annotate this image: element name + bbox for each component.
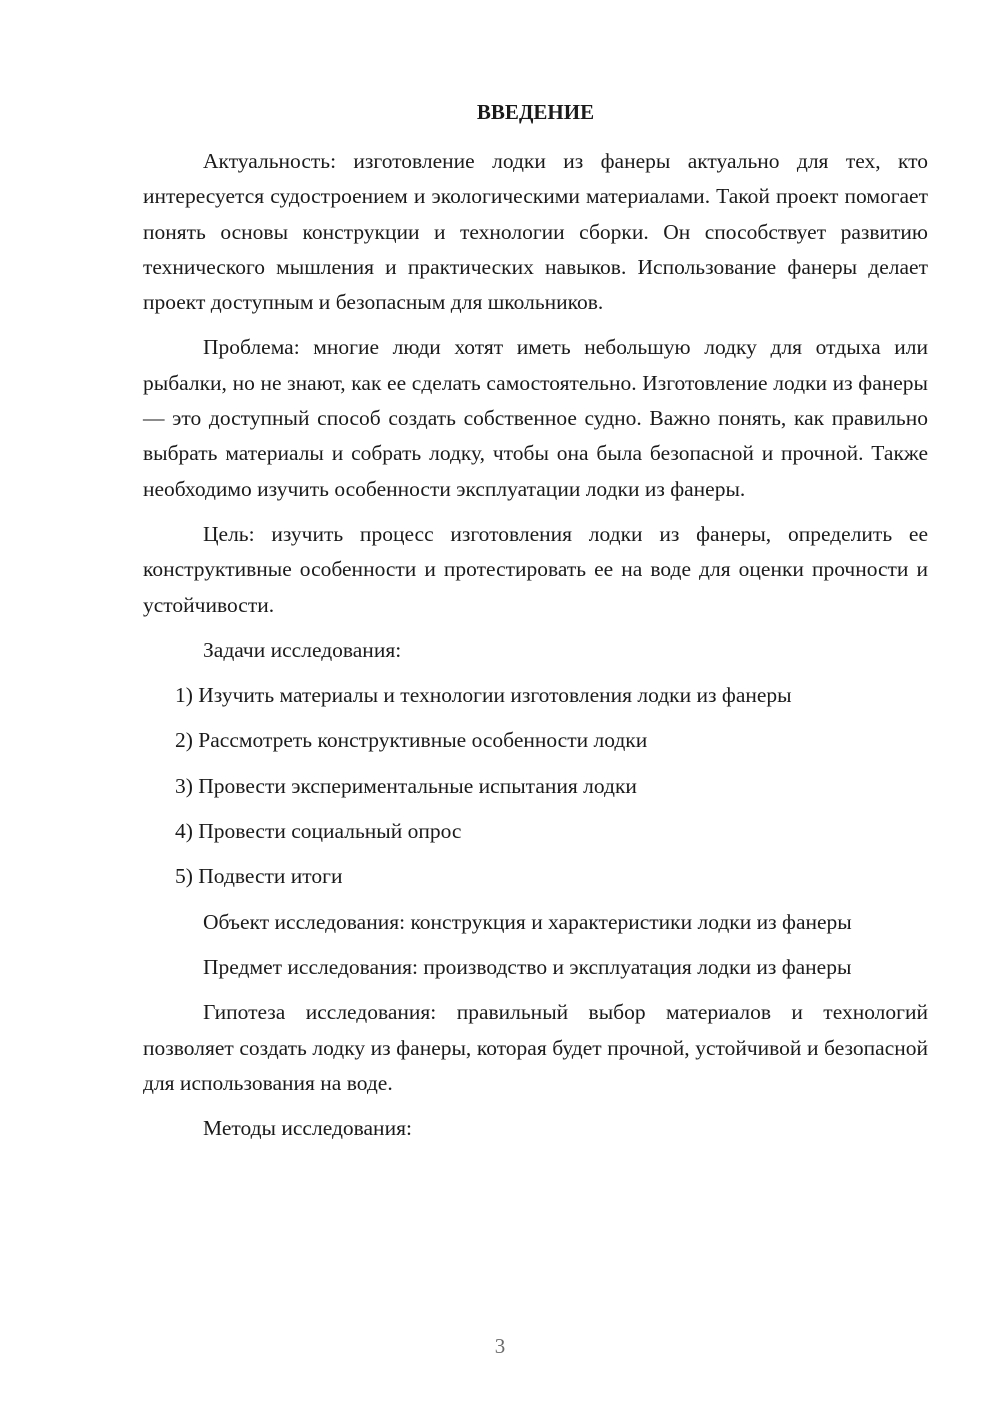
task-item: 4) Провести социальный опрос bbox=[175, 819, 462, 844]
object-paragraph: Объект исследования: конструкция и характеристики лодки из фанеры bbox=[203, 909, 852, 934]
page-number: 3 bbox=[494, 1334, 506, 1358]
methods-title: Методы исследования: bbox=[203, 1116, 412, 1141]
task-item: 2) Рассмотреть конструктивные особенности лодки bbox=[175, 728, 648, 753]
task-item: 1) Изучить материалы и технологии изготовления лодки из фанеры bbox=[175, 683, 792, 708]
relevance-paragraph: Актуальность: изготовление лодки из фанеры актуально для тех, кто интересуется судостроением и экологическими материалами. Такой проект помогает понять основы конструкции и технологии сборки. Он способствует развитию технического мышления и практических навыков. Использование фанеры делает проект доступным и безопасным для школьников. bbox=[143, 149, 928, 315]
hypothesis-paragraph: Гипотеза исследования: правильный выбор материалов и технологий позволяет создать лодку из фанеры, которая будет прочной, устойчивой и безопасной для использования на воде. bbox=[143, 1000, 928, 1095]
task-item: 5) Подвести итоги bbox=[175, 864, 343, 889]
document-page bbox=[143, 92, 928, 1146]
tasks-list bbox=[143, 678, 928, 894]
section-heading: ВВЕДЕНИЕ bbox=[476, 100, 595, 124]
problem-paragraph: Проблема: многие люди хотят иметь небольшую лодку для отдыха или рыбалки, но не знают, как ее сделать самостоятельно. Изготовление лодки из фанеры — это доступный способ создать собственное судно. Важно понять, как правильно выбрать материалы и собрать лодку, чтобы она была безопасной и прочной. Также необходимо изучить особенности эксплуатации лодки из фанеры. bbox=[143, 335, 928, 501]
task-item: 3) Провести экспериментальные испытания лодки bbox=[175, 773, 637, 798]
tasks-title: Задачи исследования: bbox=[203, 637, 402, 662]
subject-paragraph: Предмет исследования: производство и эксплуатация лодки из фанеры bbox=[203, 954, 852, 979]
goal-paragraph: Цель: изучить процесс изготовления лодки из фанеры, определить ее конструктивные особенности и протестировать ее на воде для оценки прочности и устойчивости. bbox=[143, 521, 928, 617]
